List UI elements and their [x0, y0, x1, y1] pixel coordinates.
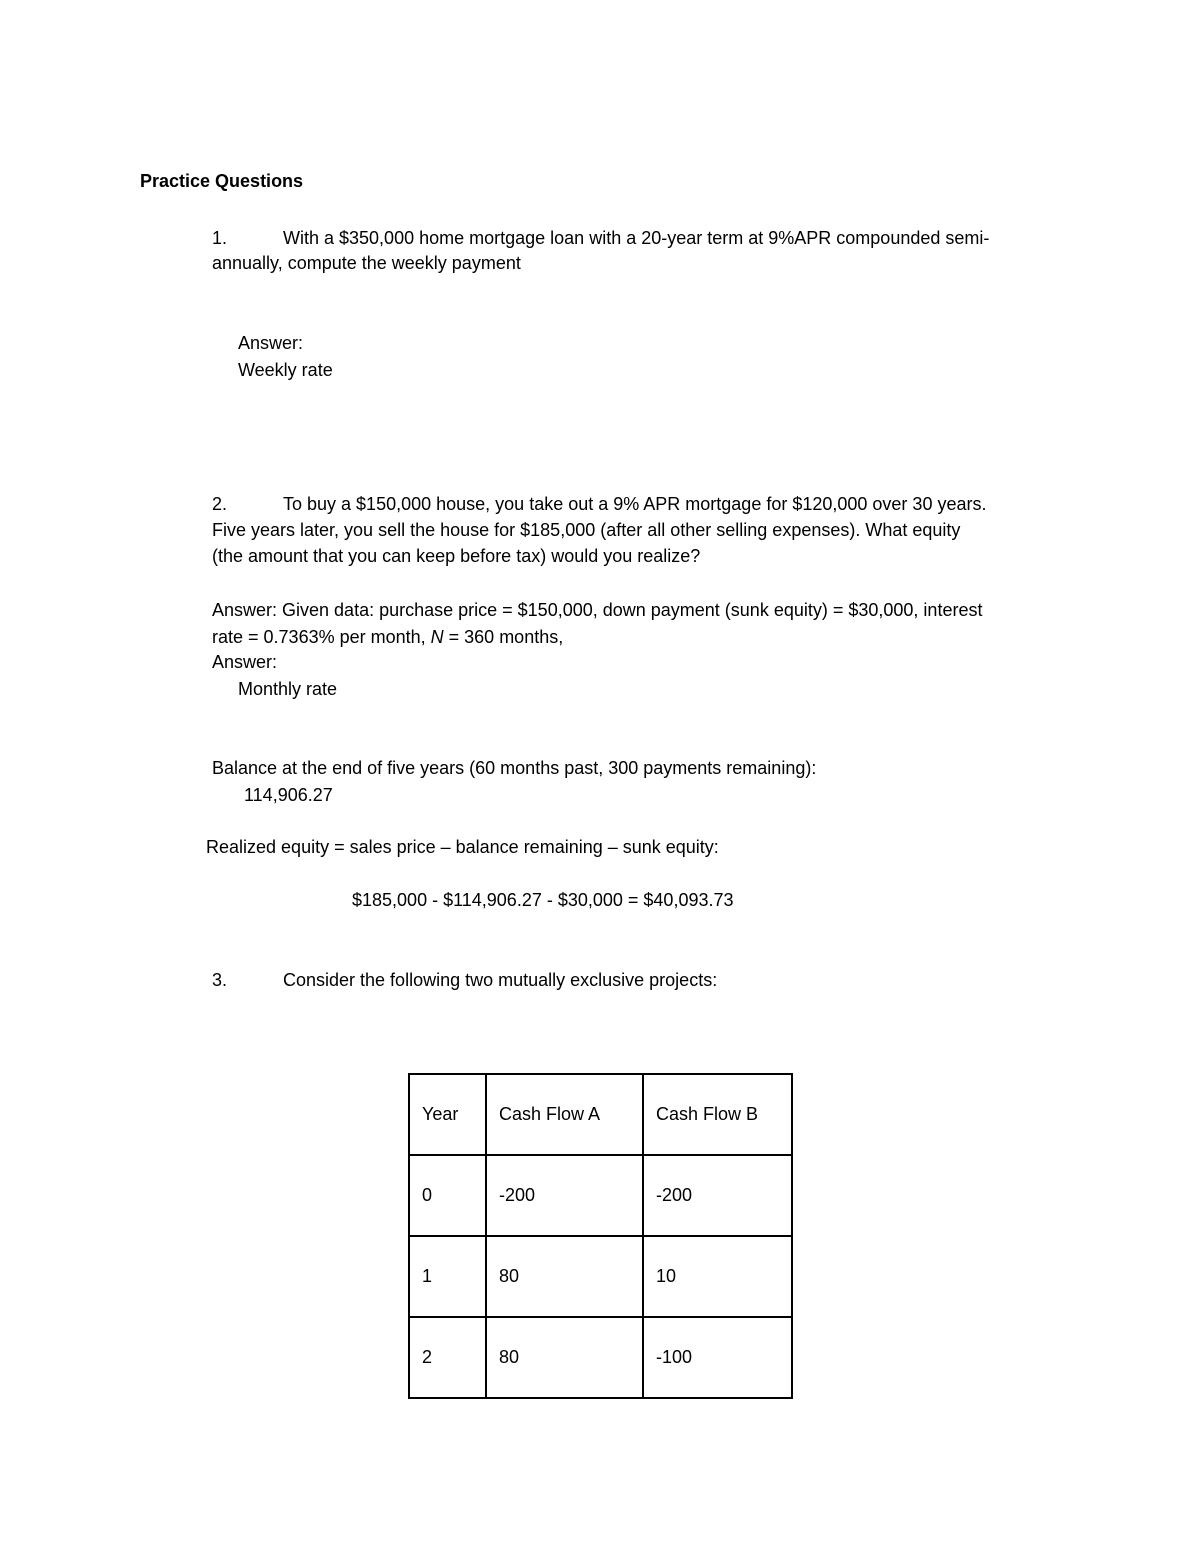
cell-cash-flow-b: 10	[643, 1236, 792, 1317]
given-rate-text: rate = 0.7363% per month,	[212, 627, 431, 647]
question-1-rate-label: Weekly rate	[238, 360, 333, 380]
cell-year: 0	[409, 1155, 486, 1236]
question-2-balance-value: 114,906.27	[244, 785, 333, 805]
header-year: Year	[409, 1074, 486, 1155]
cell-cash-flow-b: -200	[643, 1155, 792, 1236]
question-2-given-data-line-1: Answer: Given data: purchase price = $150,000, down payment (sunk equity) = $30,000, interest	[212, 600, 983, 620]
cell-cash-flow-b: -100	[643, 1317, 792, 1398]
question-2-calculation: $185,000 - $114,906.27 - $30,000 = $40,093.73	[352, 890, 734, 910]
question-3-text-line-1: Consider the following two mutually exclusive projects:	[283, 970, 718, 990]
cell-cash-flow-a: 80	[486, 1236, 643, 1317]
question-2-number: 2.	[212, 494, 228, 514]
question-2-balance-label: Balance at the end of five years (60 months past, 300 payments remaining):	[212, 758, 817, 778]
question-1-text-line-2: annually, compute the weekly payment	[212, 253, 521, 273]
given-n-symbol: N	[430, 627, 444, 647]
question-1-answer-label: Answer:	[238, 333, 304, 353]
table-header-row	[409, 1074, 792, 1155]
question-2-text-line-3: (the amount that you can keep before tax) would you realize?	[212, 546, 701, 566]
table-row	[409, 1317, 792, 1398]
cell-year: 2	[409, 1317, 486, 1398]
question-2-text-line-2: Five years later, you sell the house for $185,000 (after all other selling expenses). What equity	[212, 520, 961, 540]
table-row	[409, 1236, 792, 1317]
cell-cash-flow-a: -200	[486, 1155, 643, 1236]
cash-flow-table	[408, 1073, 793, 1399]
question-2-rate-label: Monthly rate	[238, 679, 338, 699]
given-months-text: = 360 months,	[443, 627, 564, 647]
header-cash-flow-a: Cash Flow A	[486, 1074, 643, 1155]
question-2-realized-equity-label: Realized equity = sales price – balance remaining – sunk equity:	[206, 837, 719, 857]
table-row	[409, 1155, 792, 1236]
question-1-text-line-1: With a $350,000 home mortgage loan with a 20-year term at 9%APR compounded semi-	[283, 228, 990, 248]
question-1-number: 1.	[212, 228, 228, 248]
question-2-given-data-line-2	[212, 627, 563, 648]
page-title: Practice Questions	[140, 171, 304, 191]
header-cash-flow-b: Cash Flow B	[643, 1074, 792, 1155]
cell-cash-flow-a: 80	[486, 1317, 643, 1398]
question-3-number: 3.	[212, 970, 228, 990]
cell-year: 1	[409, 1236, 486, 1317]
question-2-text-line-1: To buy a $150,000 house, you take out a 9% APR mortgage for $120,000 over 30 years.	[283, 494, 987, 514]
question-2-answer-label: Answer:	[212, 652, 278, 672]
